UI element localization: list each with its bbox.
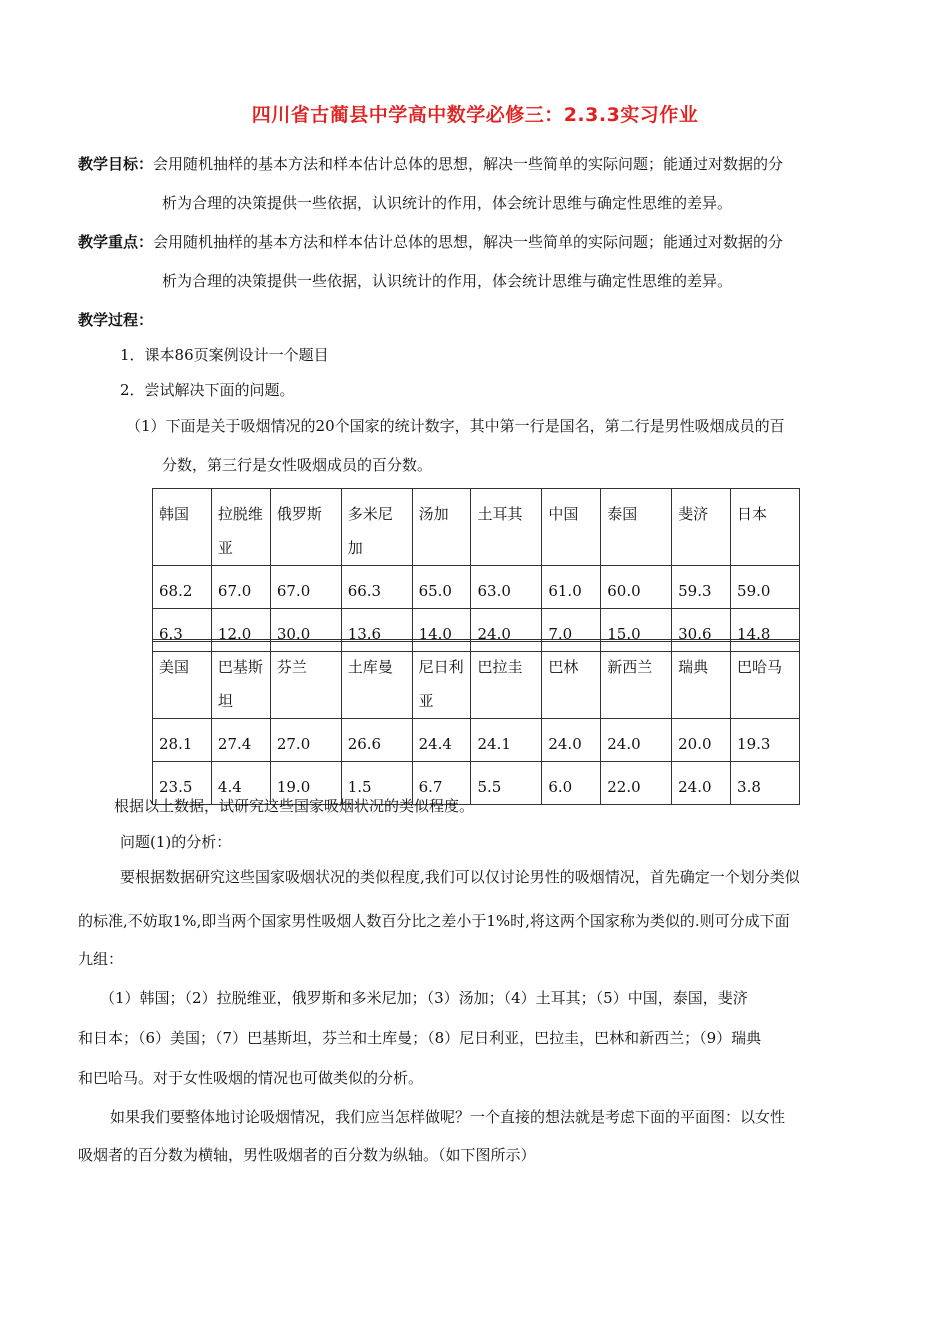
female-cell: 24.0 bbox=[672, 762, 731, 805]
goal-line-1 bbox=[78, 154, 783, 174]
item-2: 2．尝试解决下面的问题。 bbox=[120, 381, 295, 399]
male-cell: 66.3 bbox=[341, 566, 412, 609]
country-cell: 土耳其 bbox=[471, 489, 542, 566]
country-cell: 美国 bbox=[153, 641, 212, 719]
male-cell: 19.3 bbox=[731, 719, 800, 762]
country-cell: 巴基斯坦 bbox=[211, 641, 270, 719]
analysis-para-1-line-3: 九组： bbox=[78, 950, 124, 968]
female-cell: 19.0 bbox=[270, 762, 341, 805]
goal-text-2: 析为合理的决策提供一些依据，认识统计的作用，体会统计思维与确定性思维的差异。 bbox=[162, 194, 733, 212]
male-cell: 68.2 bbox=[153, 566, 212, 609]
country-cell: 汤加 bbox=[412, 489, 471, 566]
analysis-para-1-line-2: 的标准,不妨取1%,即当两个国家男性吸烟人数百分比之差小于1%时,将这两个国家称为类似的.则可分成下面 bbox=[78, 912, 790, 930]
analysis-para-2-line-1: 如果我们要整体地讨论吸烟情况，我们应当怎样做呢？一个直接的想法就是考虑下面的平面图：以女性 bbox=[110, 1108, 786, 1126]
goal-label: 教学目标： bbox=[78, 155, 154, 173]
focus-line-1 bbox=[78, 232, 783, 252]
focus-label: 教学重点： bbox=[78, 233, 154, 251]
country-cell: 土库曼 bbox=[341, 641, 412, 719]
female-cell: 3.8 bbox=[731, 762, 800, 805]
page-title: 四川省古蔺县中学高中数学必修三：2.3.3实习作业 bbox=[251, 104, 699, 126]
item-1: 1．课本86页案例设计一个题目 bbox=[120, 346, 329, 364]
male-cell: 27.4 bbox=[211, 719, 270, 762]
analysis-label: 问题(1)的分析： bbox=[120, 833, 232, 851]
goal-text-1: 会用随机抽样的基本方法和样本估计总体的思想，解决一些简单的实际问题；能通过对数据的分 bbox=[153, 155, 784, 173]
country-name-row bbox=[153, 489, 800, 566]
male-cell: 28.1 bbox=[153, 719, 212, 762]
male-cell: 60.0 bbox=[601, 566, 672, 609]
male-cell: 65.0 bbox=[412, 566, 471, 609]
male-percent-row bbox=[153, 566, 800, 609]
female-cell: 12.0 bbox=[211, 609, 270, 652]
female-cell: 30.0 bbox=[270, 609, 341, 652]
female-cell: 24.0 bbox=[471, 609, 542, 652]
country-cell: 尼日利亚 bbox=[412, 641, 471, 719]
process-label: 教学过程： bbox=[78, 311, 154, 329]
country-cell: 泰国 bbox=[601, 489, 672, 566]
country-cell: 中国 bbox=[542, 489, 601, 566]
male-percent-row bbox=[153, 719, 800, 762]
female-cell: 6.0 bbox=[542, 762, 601, 805]
male-cell: 24.4 bbox=[412, 719, 471, 762]
male-cell: 61.0 bbox=[542, 566, 601, 609]
focus-text-1: 会用随机抽样的基本方法和样本估计总体的思想，解决一些简单的实际问题；能通过对数据的分 bbox=[153, 233, 784, 251]
male-cell: 67.0 bbox=[270, 566, 341, 609]
country-name-row bbox=[153, 641, 800, 719]
male-cell: 27.0 bbox=[270, 719, 341, 762]
male-cell: 24.1 bbox=[471, 719, 542, 762]
country-cell: 芬兰 bbox=[270, 641, 341, 719]
female-cell: 30.6 bbox=[672, 609, 731, 652]
female-cell: 6.3 bbox=[153, 609, 212, 652]
after-table-text: 根据以上数据，试研究这些国家吸烟状况的类似程度。 bbox=[114, 797, 475, 815]
country-cell: 多米尼加 bbox=[341, 489, 412, 566]
country-cell: 巴拉圭 bbox=[471, 641, 542, 719]
country-cell: 韩国 bbox=[153, 489, 212, 566]
male-cell: 24.0 bbox=[542, 719, 601, 762]
female-cell: 13.6 bbox=[341, 609, 412, 652]
female-cell: 14.8 bbox=[731, 609, 800, 652]
country-cell: 拉脱维亚 bbox=[211, 489, 270, 566]
groups-line-2: 和日本；（6）美国；（7）巴基斯坦，芬兰和土库曼；（8）尼日利亚，巴拉圭，巴林和新西兰；（9）瑞典 bbox=[78, 1029, 762, 1047]
male-cell: 59.3 bbox=[672, 566, 731, 609]
male-cell: 67.0 bbox=[211, 566, 270, 609]
male-cell: 20.0 bbox=[672, 719, 731, 762]
country-cell: 巴林 bbox=[542, 641, 601, 719]
country-cell: 新西兰 bbox=[601, 641, 672, 719]
groups-line-3: 和巴哈马。对于女性吸烟的情况也可做类似的分析。 bbox=[78, 1069, 424, 1087]
male-cell: 26.6 bbox=[341, 719, 412, 762]
female-cell: 15.0 bbox=[601, 609, 672, 652]
male-cell: 63.0 bbox=[471, 566, 542, 609]
female-cell: 22.0 bbox=[601, 762, 672, 805]
country-cell: 日本 bbox=[731, 489, 800, 566]
smoking-table-2 bbox=[152, 639, 800, 805]
female-cell: 7.0 bbox=[542, 609, 601, 652]
country-cell: 瑞典 bbox=[672, 641, 731, 719]
analysis-para-1-line-1: 要根据数据研究这些国家吸烟状况的类似程度,我们可以仅讨论男性的吸烟情况，首先确定一个划分类似 bbox=[120, 868, 800, 886]
analysis-para-2-line-2: 吸烟者的百分数为横轴，男性吸烟者的百分数为纵轴。（如下图所示） bbox=[78, 1146, 536, 1164]
female-cell: 23.5 bbox=[153, 762, 212, 805]
male-cell: 59.0 bbox=[731, 566, 800, 609]
female-cell: 4.4 bbox=[211, 762, 270, 805]
country-cell: 斐济 bbox=[672, 489, 731, 566]
female-cell: 6.7 bbox=[412, 762, 471, 805]
smoking-table-1 bbox=[152, 488, 800, 652]
focus-text-2: 析为合理的决策提供一些依据，认识统计的作用，体会统计思维与确定性思维的差异。 bbox=[162, 272, 733, 290]
country-cell: 俄罗斯 bbox=[270, 489, 341, 566]
question-1-line-1: （1）下面是关于吸烟情况的20个国家的统计数字，其中第一行是国名，第二行是男性吸烟成员的百 bbox=[126, 417, 785, 435]
question-1-line-2: 分数，第三行是女性吸烟成员的百分数。 bbox=[162, 456, 433, 474]
male-cell: 24.0 bbox=[601, 719, 672, 762]
female-cell: 1.5 bbox=[341, 762, 412, 805]
female-cell: 14.0 bbox=[412, 609, 471, 652]
groups-line-1: （1）韩国；（2）拉脱维亚，俄罗斯和多米尼加；（3）汤加；（4）土耳其；（5）中国，泰国，斐济 bbox=[100, 989, 748, 1007]
country-cell: 巴哈马 bbox=[731, 641, 800, 719]
female-cell: 5.5 bbox=[471, 762, 542, 805]
